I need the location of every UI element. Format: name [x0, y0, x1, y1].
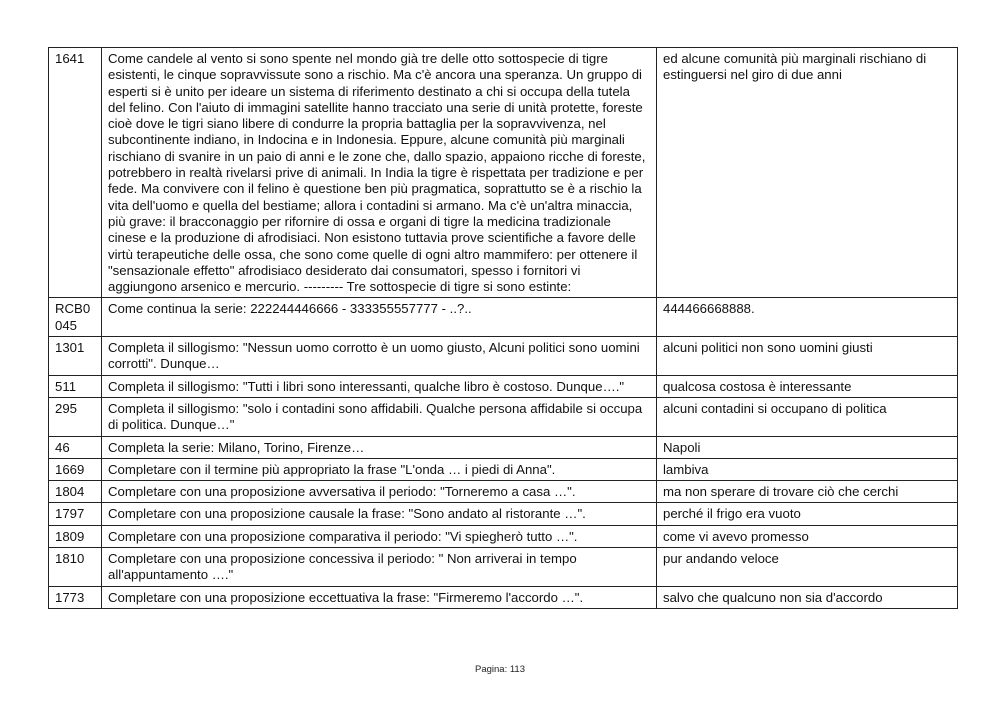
question-id: 511: [49, 375, 102, 397]
question-id: 1669: [49, 458, 102, 480]
answer-text: ed alcune comunità più marginali rischiano di estinguersi nel giro di due anni: [657, 48, 958, 298]
question-text: Completare con una proposizione avversativa il periodo: "Torneremo a casa …".: [102, 481, 657, 503]
question-id: 1773: [49, 586, 102, 608]
question-text: Completa il sillogismo: "Tutti i libri sono interessanti, qualche libro è costoso. Dunque….": [102, 375, 657, 397]
answer-text: pur andando veloce: [657, 548, 958, 587]
table-row: [49, 458, 958, 480]
question-id: 1809: [49, 525, 102, 547]
answer-text: Napoli: [657, 436, 958, 458]
question-id: 1810: [49, 548, 102, 587]
page-number: Pagina: 113: [474, 664, 525, 675]
table-row: [49, 586, 958, 608]
answer-text: lambiva: [657, 458, 958, 480]
answer-text: perché il frigo era vuoto: [657, 503, 958, 525]
question-text: Completare con il termine più appropriato la frase "L'onda … i piedi di Anna".: [102, 458, 657, 480]
table-row: [49, 337, 958, 376]
question-text: Completa la serie: Milano, Torino, Firenze…: [102, 436, 657, 458]
question-id: 46: [49, 436, 102, 458]
answer-text: 444466668888.: [657, 298, 958, 337]
question-id: RCB0045: [49, 298, 102, 337]
answer-text: alcuni contadini si occupano di politica: [657, 397, 958, 436]
answer-text: come vi avevo promesso: [657, 525, 958, 547]
table-row: [49, 525, 958, 547]
answer-text: alcuni politici non sono uomini giusti: [657, 337, 958, 376]
question-text: Come continua la serie: 222244446666 - 333355557777 - ..?..: [102, 298, 657, 337]
question-text: Completare con una proposizione concessiva il periodo: " Non arriverai in tempo all'appuntamento ….": [102, 548, 657, 587]
table-row: [49, 298, 958, 337]
question-text: Completare con una proposizione causale la frase: "Sono andato al ristorante …".: [102, 503, 657, 525]
question-text: Come candele al vento si sono spente nel mondo già tre delle otto sottospecie di tigre esistenti, le cinque sopravvissute sono a rischio. Ma c'è ancora una speranza. Un gruppo di esperti si è unito per ideare un sistema di riferimento destinato a chi si occupa della tutela del felino. Con l'aiuto di immagini satellite hanno tracciato una serie di unità protette, foreste cioè dove le tigri siano libere di condurre la propria battaglia per la sopravvivenza, nel subcontinente indiano, in Indocina e in Indonesia. Eppure, alcune comunità più marginali rischiano di svanire in un paio di anni e le zone che, dallo spazio, appaiono ricche di foreste, potrebbero in realtà rivelarsi prive di animali. In India la tigre è rispettata per tradizione e per fede. Ma convivere con il felino è questione ben più pragmatica, soprattutto se è a rischio la vita dell'uomo e quella del bestiame; allora i contadini si armano. Ma c'è un'altra minaccia, più grave: il bracconaggio per rifornire di ossa e organi di tigre la medicina tradizionale cinese e la produzione di afrodisiaci. Non esistono tuttavia prove scientifiche a favore delle virtù terapeutiche delle ossa, che sono come quelle di ogni altro mammifero: per ottenere il "sensazionale effetto" afrodisiaco desiderato dai consumatori, spesso i fornitori vi aggiungono arsenico e mercurio. --------- Tre sottospecie di tigre si sono estinte:: [102, 48, 657, 298]
question-id: 1301: [49, 337, 102, 376]
table-row: [49, 397, 958, 436]
question-text: Completare con una proposizione eccettuativa la frase: "Firmeremo l'accordo …".: [102, 586, 657, 608]
answer-text: ma non sperare di trovare ciò che cerchi: [657, 481, 958, 503]
table-row: [49, 375, 958, 397]
question-text: Completare con una proposizione comparativa il periodo: "Vi spiegherò tutto …".: [102, 525, 657, 547]
table-row: [49, 481, 958, 503]
table-row: [49, 548, 958, 587]
question-id: 1641: [49, 48, 102, 298]
quiz-table: [48, 47, 958, 609]
table-row: [49, 436, 958, 458]
question-id: 1797: [49, 503, 102, 525]
question-id: 295: [49, 397, 102, 436]
answer-text: salvo che qualcuno non sia d'accordo: [657, 586, 958, 608]
question-text: Completa il sillogismo: "solo i contadini sono affidabili. Qualche persona affidabile si occupa di politica. Dunque…": [102, 397, 657, 436]
question-id: 1804: [49, 481, 102, 503]
table-row: [49, 503, 958, 525]
question-text: Completa il sillogismo: "Nessun uomo corrotto è un uomo giusto, Alcuni politici sono uomini corrotti". Dunque…: [102, 337, 657, 376]
answer-text: qualcosa costosa è interessante: [657, 375, 958, 397]
table-row: [49, 48, 958, 298]
